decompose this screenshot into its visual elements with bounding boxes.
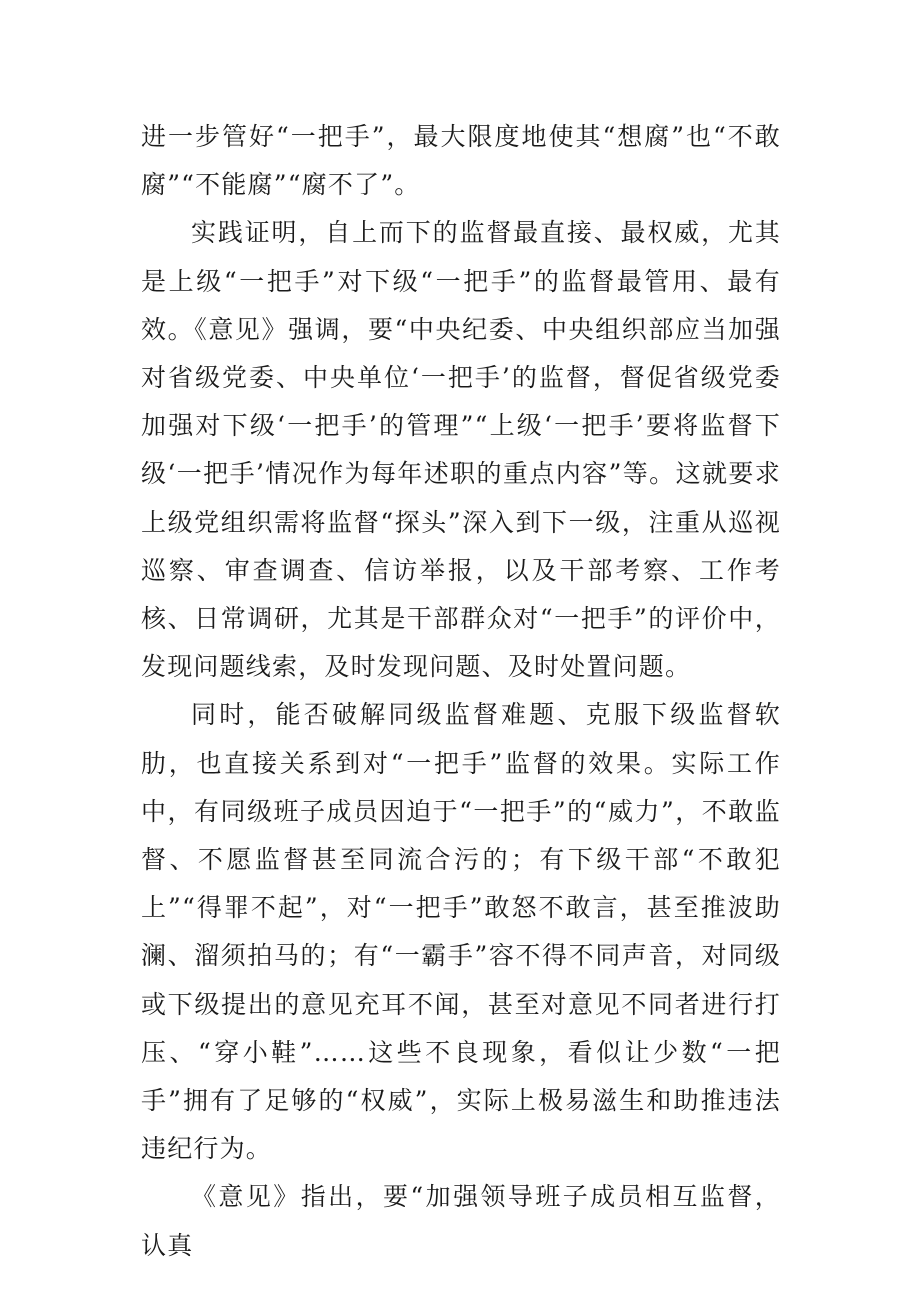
paragraph-3: 同时，能否破解同级监督难题、克服下级监督软肋，也直接关系到对“一把手”监督的效果。实际工作中，有同级班子成员因迫于“一把手”的“威力”，不敢监督、不愿监督甚至同流合污的；有下级干部“不敢犯上”“得罪不起”，对“一把手”敢怒不敢言，甚至推波助澜、溜须拍马的；有“一霸手”容不得不同声音，对同级或下级提出的意见充耳不闻，甚至对意见不同者进行打压、“穿小鞋”……这些不良现象，看似让少数“一把手”拥有了足够的“权威”，实际上极易滋生和助推违法违纪行为。 [141, 700, 781, 1164]
paragraph-4: 《意见》指出，要“加强领导班子成员相互监督，认真 [141, 1182, 781, 1260]
paragraph-2: 实践证明，自上而下的监督最直接、最权威，尤其是上级“一把手”对下级“一把手”的监督最管用、最有效。《意见》强调，要“中央纪委、中央组织部应当加强对省级党委、中央单位‘一把手’的监督，督促省级党委加强对下级‘一把手’的管理”“上级‘一把手’要将监督下级‘一把手’情况作为每年述职的重点内容”等。这就要求上级党组织需将监督“探头”深入到下一级，注重从巡视巡察、审查调查、信访举报，以及干部考察、工作考核、日常调研，尤其是干部群众对“一把手”的评价中，发现问题线索，及时发现问题、及时处置问题。 [141, 218, 781, 682]
paragraph-1: 进一步管好“一把手”，最大限度地使其“想腐”也“不敢腐”“不能腐”“腐不了”。 [141, 122, 781, 200]
document-body [141, 113, 781, 1270]
